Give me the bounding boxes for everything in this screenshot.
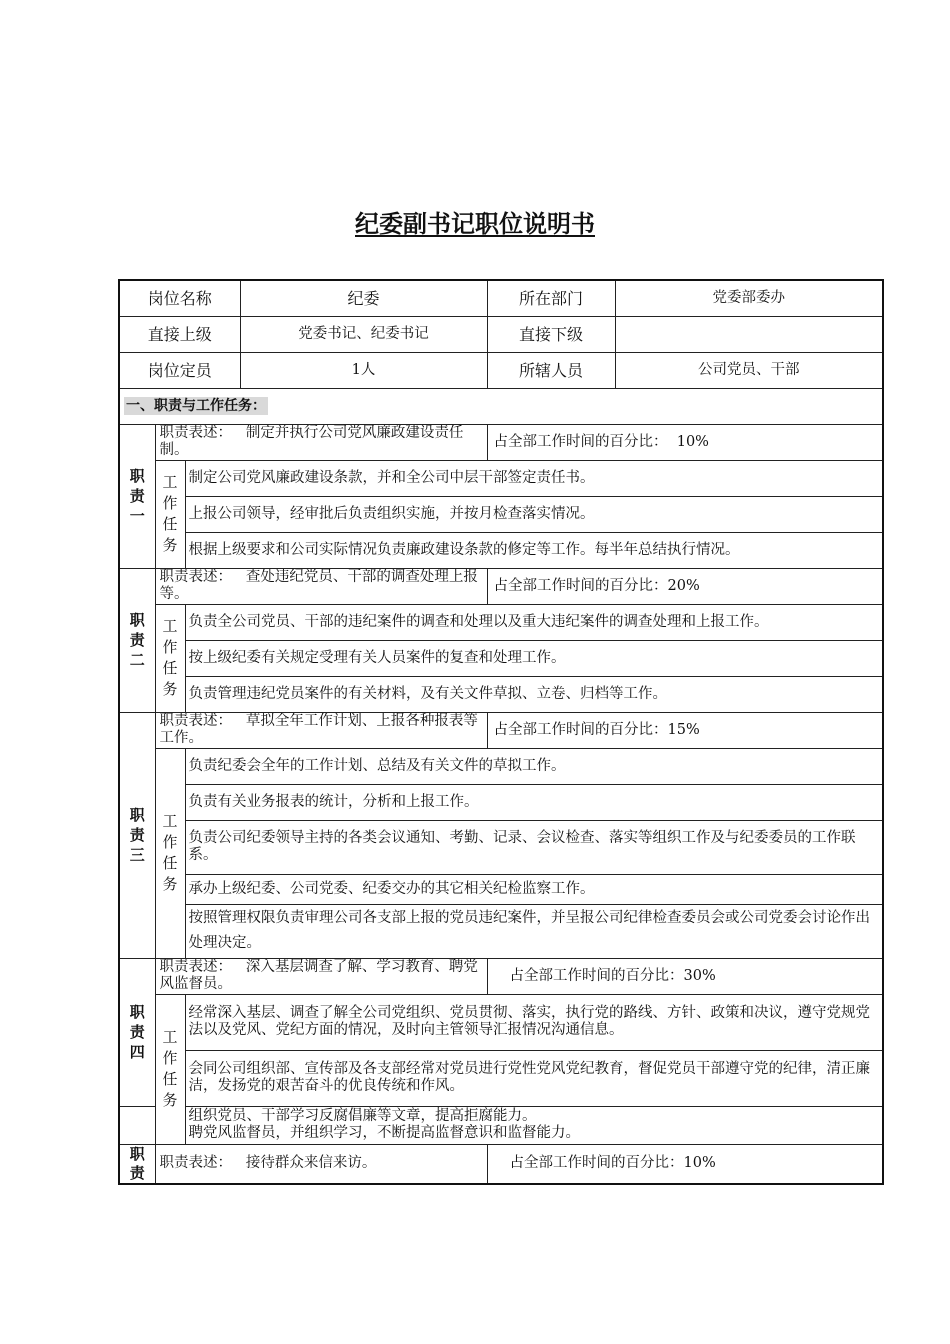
post-name-value: 纪委 <box>240 280 487 316</box>
duty-percentage: 占全部工作时间的百分比：15% <box>487 712 883 748</box>
task-item: 上报公司领导，经审批后负责组织实施，并按月检查落实情况。 <box>185 496 883 532</box>
staff-label: 所辖人员 <box>487 352 615 388</box>
task-item: 组织党员、干部学习反腐倡廉等文章，提高拒腐能力。 聘党风监督员，并组织学习，不断提高监督意识和监督能力。 <box>185 1106 883 1144</box>
task-label: 工 作 任 务 <box>155 604 185 712</box>
task-item: 按上级纪委有关规定受理有关人员案件的复查和处理工作。 <box>185 640 883 676</box>
task-item: 承办上级纪委、公司党委、纪委交办的其它相关纪检监察工作。 <box>185 874 883 904</box>
duty-desc-row <box>119 424 883 460</box>
duty-percentage: 占全部工作时间的百分比：20% <box>487 568 883 604</box>
duty-desc-row <box>119 712 883 748</box>
task-item: 按照管理权限负责审理公司各支部上报的党员违纪案件，并呈报公司纪律检查委员会或公司党委会讨论作出处理决定。 <box>185 904 883 958</box>
task-item: 负责全公司党员、干部的违纪案件的调查和处理以及重大违纪案件的调查处理和上报工作。 <box>185 604 883 640</box>
superior-label: 直接上级 <box>119 316 240 352</box>
superior-value: 党委书记、纪委书记 <box>240 316 487 352</box>
task-item: 负责管理违纪党员案件的有关材料，及有关文件草拟、立卷、归档等工作。 <box>185 676 883 712</box>
task-item: 负责纪委会全年的工作计划、总结及有关文件的草拟工作。 <box>185 748 883 784</box>
basic-row <box>119 280 883 316</box>
duty-desc: 职责表述： 制定并执行公司党风廉政建设责任制。 <box>155 424 487 460</box>
duty-label: 职 责 二 <box>119 568 155 712</box>
task-item: 会同公司组织部、宣传部及各支部经常对党员进行党性党风党纪教育，督促党员干部遵守党的纪律，清正廉洁，发扬党的艰苦奋斗的优良传统和作风。 <box>185 1050 883 1106</box>
duty-desc: 职责表述： 深入基层调查了解、学习教育、聘党风监督员。 <box>155 958 487 994</box>
blank-cell <box>119 1106 155 1144</box>
subordinate-value <box>615 316 883 352</box>
duty-label: 职 责 <box>119 1144 155 1184</box>
section-heading: 一、职责与工作任务： <box>119 388 883 424</box>
quota-value: 1人 <box>240 352 487 388</box>
duty-desc: 职责表述： 接待群众来信来访。 <box>155 1144 487 1184</box>
duty-desc-row <box>119 958 883 994</box>
dept-label: 所在部门 <box>487 280 615 316</box>
basic-row <box>119 352 883 388</box>
subordinate-label: 直接下级 <box>487 316 615 352</box>
duty-label: 职 责 一 <box>119 424 155 568</box>
duty-percentage: 占全部工作时间的百分比： 10% <box>487 424 883 460</box>
task-item: 负责有关业务报表的统计，分析和上报工作。 <box>185 784 883 820</box>
task-item: 负责公司纪委领导主持的各类会议通知、考勤、记录、会议检查、落实等组织工作及与纪委委员的工作联系。 <box>185 820 883 874</box>
job-description-table <box>118 279 884 1185</box>
duty-desc-row <box>119 1144 883 1184</box>
staff-value: 公司党员、干部 <box>615 352 883 388</box>
page-title: 纪委副书记职位说明书 <box>355 210 595 238</box>
duty-label: 职 责 四 <box>119 958 155 1106</box>
duty-desc: 职责表述： 草拟全年工作计划、上报各种报表等工作。 <box>155 712 487 748</box>
duty-percentage: 占全部工作时间的百分比：10% <box>487 1144 883 1184</box>
post-name-label: 岗位名称 <box>119 280 240 316</box>
basic-row <box>119 316 883 352</box>
dept-value: 党委部委办 <box>615 280 883 316</box>
task-label: 工 作 任 务 <box>155 460 185 568</box>
task-label: 工 作 任 务 <box>155 748 185 958</box>
task-item: 制定公司党风廉政建设条款，并和全公司中层干部签定责任书。 <box>185 460 883 496</box>
duty-desc: 职责表述： 查处违纪党员、干部的调查处理上报等。 <box>155 568 487 604</box>
duty-desc-row <box>119 568 883 604</box>
task-item: 经常深入基层、调查了解全公司党组织、党员贯彻、落实，执行党的路线、方针、政策和决议，遵守党规党法以及党风、党纪方面的情况，及时向主管领导汇报情况沟通信息。 <box>185 994 883 1050</box>
duty-percentage: 占全部工作时间的百分比：30% <box>487 958 883 994</box>
task-item: 根据上级要求和公司实际情况负责廉政建设条款的修定等工作。每半年总结执行情况。 <box>185 532 883 568</box>
duty-label: 职 责 三 <box>119 712 155 958</box>
task-label: 工 作 任 务 <box>155 994 185 1144</box>
quota-label: 岗位定员 <box>119 352 240 388</box>
